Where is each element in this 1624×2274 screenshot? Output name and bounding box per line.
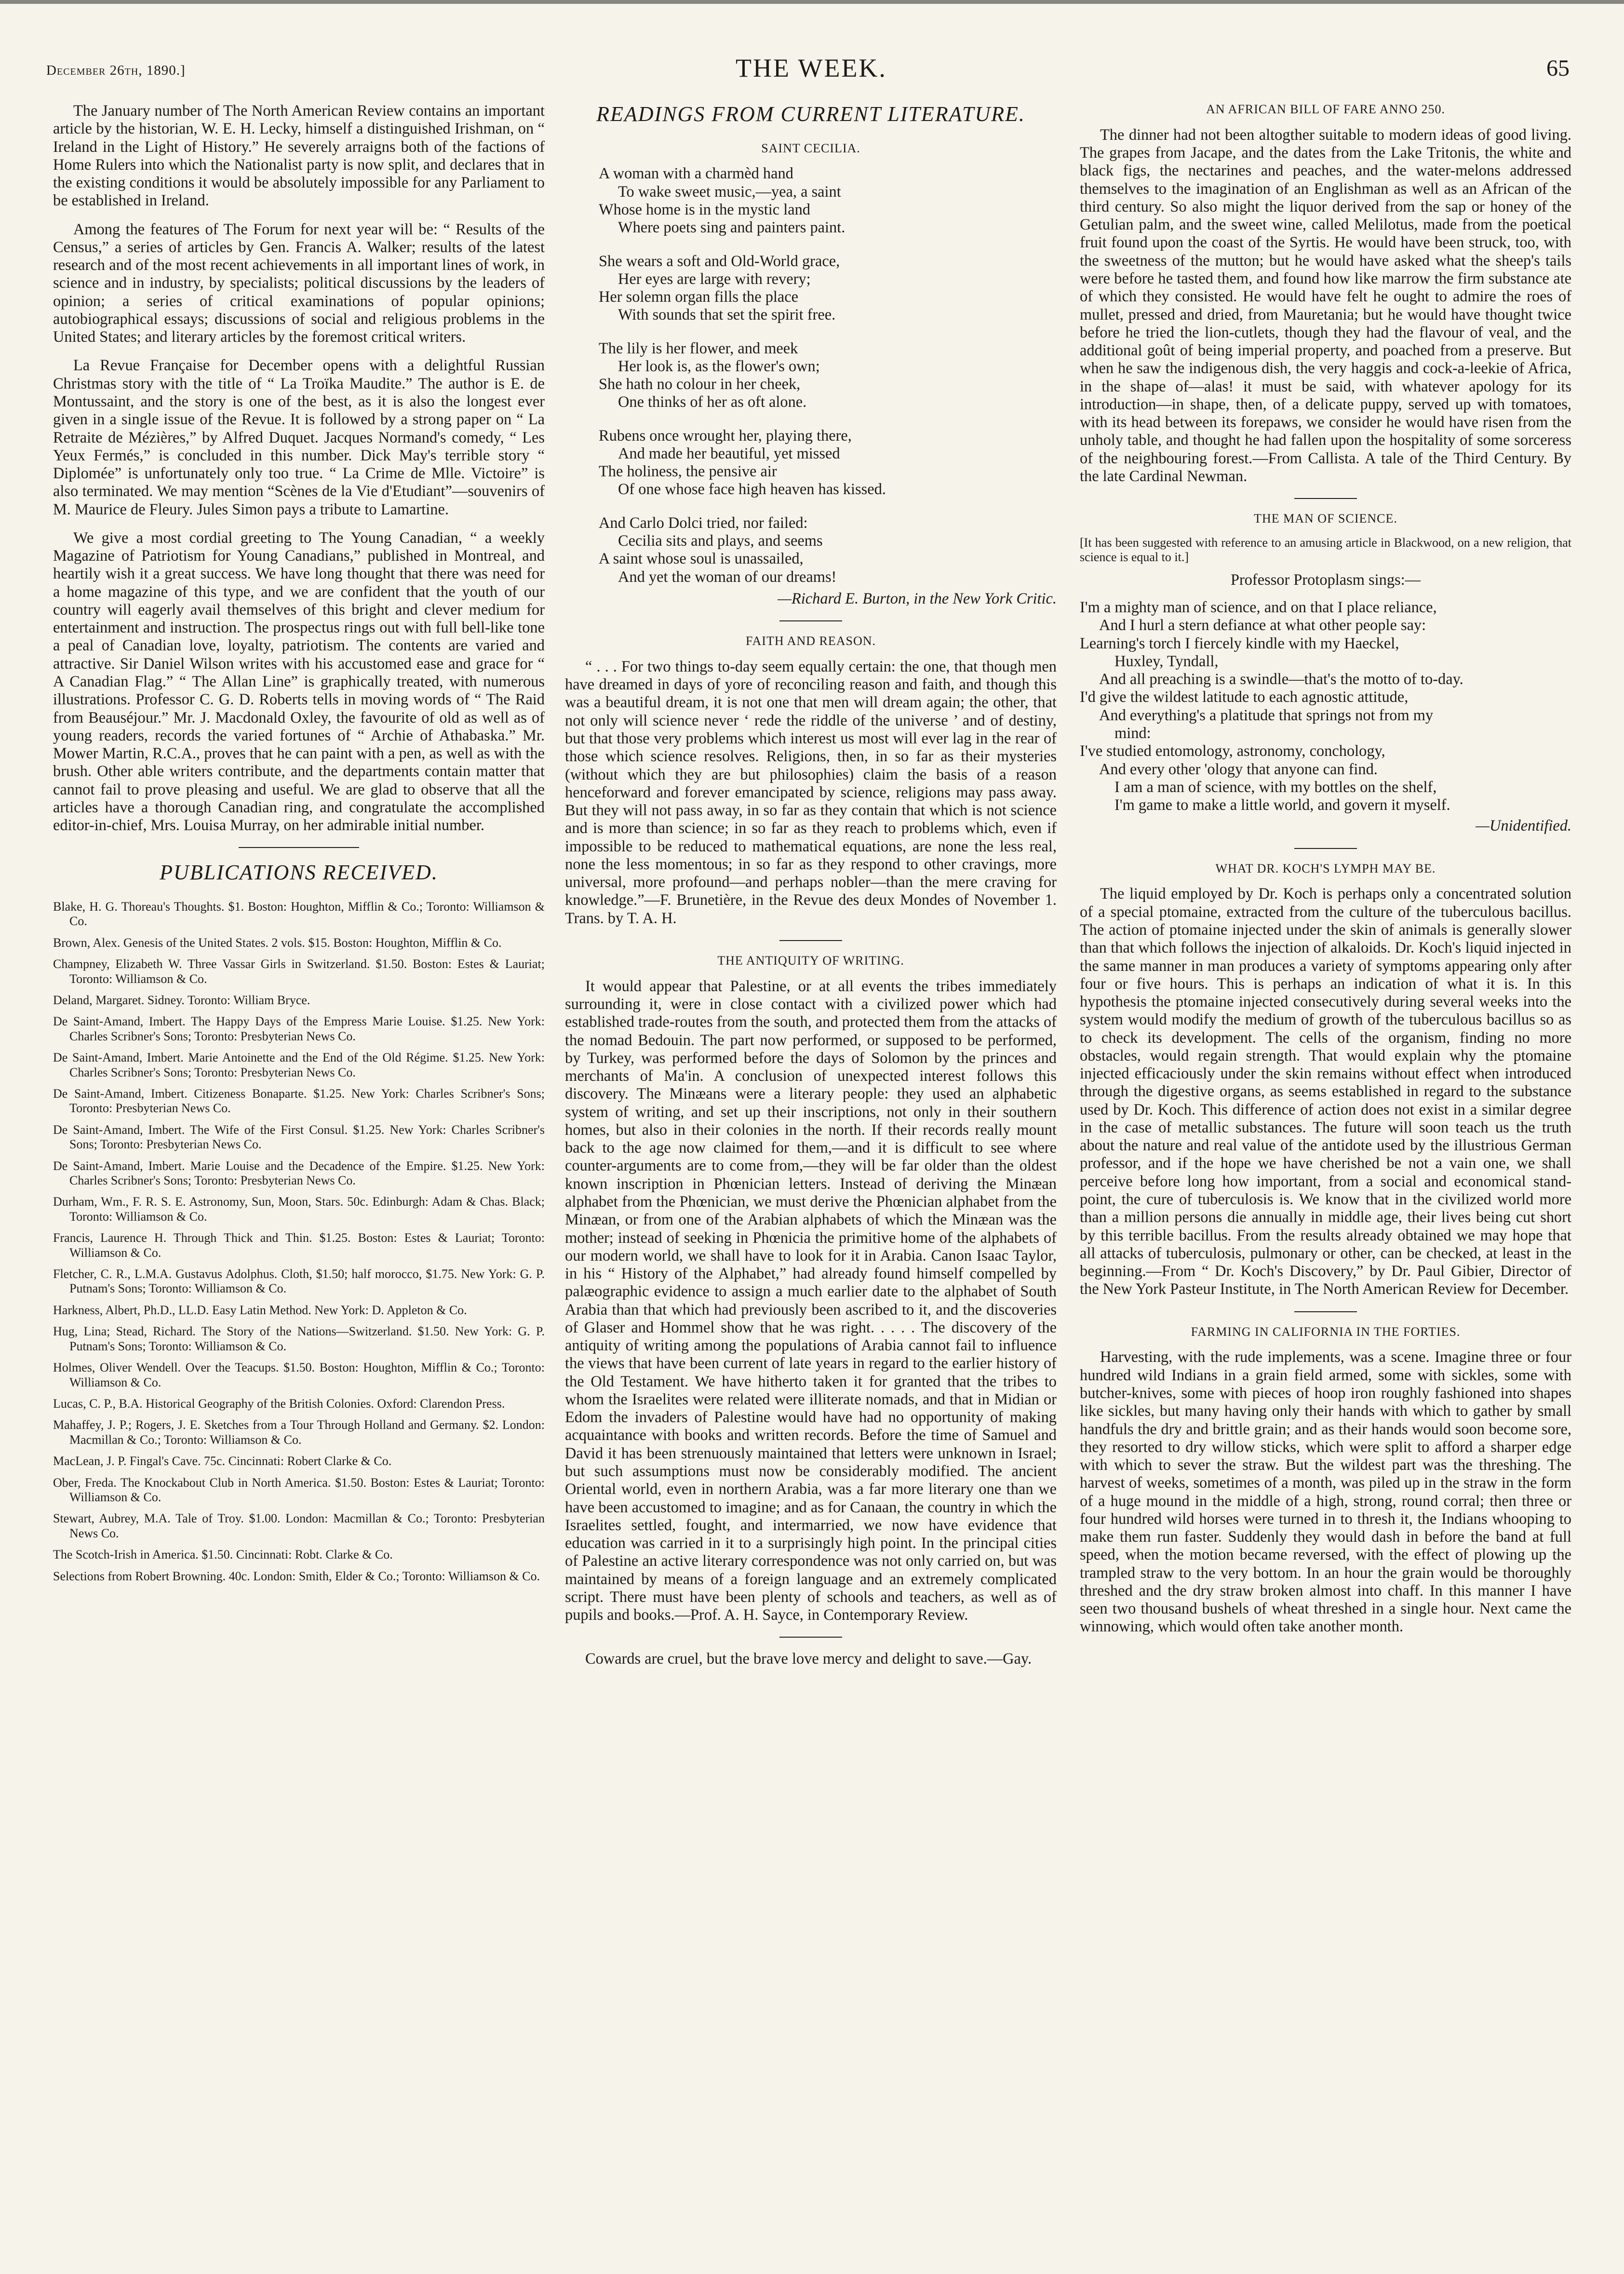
poem-line: Her eyes are large with revery; xyxy=(618,270,811,288)
publications-heading: PUBLICATIONS RECEIVED. xyxy=(160,861,438,885)
note-revue-francaise: La Revue Française for December opens with a delightful Russian Christmas story with the title of “ La Troïka Maudite.” The author is E. de Montussaint, and the story is one of the best, as it is also the longest ever given in a single issue of the Revue. It is followed by a strong paper on “ La Retraite de Mézières,” by Alfred Duquet. Jacques Normand's comedy, “ Les Yeux Fermés,” is concluded in this number. Dick May's terrible story “ Diplomée” is unfortunately only too true. “ La Crime de Mlle. Victoire” is also terminated. We may mention “Scènes de la Vie d'Etudiant”—souvenirs of M. Maurice de Fleury. Jules Simon pays a tribute to Lamartine. xyxy=(53,357,545,518)
poem-stanza xyxy=(599,253,1057,324)
man-of-science-poem xyxy=(1080,599,1571,814)
publication-entry: Hug, Lina; Stead, Richard. The Story of the Nations—Switzerland. $1.50. New York: G. P. Putnam's Sons; Toronto: Williamson & Co. xyxy=(53,1324,545,1353)
poem-line: I am a man of science, with my bottles on the shelf, xyxy=(1114,778,1437,796)
poem-line: A saint whose soul is unassailed, xyxy=(599,550,804,568)
poem-line: And yet the woman of our dreams! xyxy=(618,568,837,586)
page-header xyxy=(46,46,1624,80)
poem-line: The holiness, the pensive air xyxy=(599,463,777,481)
faith-reason-title: FAITH AND REASON. xyxy=(745,634,876,648)
poem-line: She hath no colour in her cheek, xyxy=(599,376,801,393)
page-number: 65 xyxy=(1546,55,1570,81)
man-of-science-note: [It has been suggested with reference to an amusing article in Blackwood, on a new religion, that science is equal to it.] xyxy=(1080,536,1571,564)
poem-stanza xyxy=(599,340,1057,412)
poem-title: SAINT CECILIA. xyxy=(761,141,860,155)
poem-line: Rubens once wrought her, playing there, xyxy=(599,427,852,444)
poem-line: And Carlo Dolci tried, nor failed: xyxy=(599,514,808,532)
publication-entry: Lucas, C. P., B.A. Historical Geography of the British Colonies. Oxford: Clarendon Press. xyxy=(53,1396,505,1411)
publication-entry: De Saint-Amand, Imbert. Citizeness Bonaparte. $1.25. New York: Charles Scribner's Sons; Toronto: Presbyterian News Co. xyxy=(53,1087,545,1116)
section-rule xyxy=(779,940,842,941)
bill-of-fare-text: The dinner had not been altogther suitable to modern ideas of good living. The grapes from Jacape, and the dates from the Lake Tritonis, the white and black figs, the nectarines and peaches, and the water-melons addressed themselves to the imagination of an Englishman as well as an African of the third century. So also might the liquor derived from the sap or honey of the Getulian palm, and the sweet wine, called Melilotus, made from the poetical fruit found upon the coast of the Syrtis. He would have been struck, too, with the sweetness of the mutton; but he would have asked what the sheep's tails were before he tasted them, and found how like marrow the firm substance ate of which they consisted. He would have felt he ought to admire the roes of mullet, pressed and dried, from Mauretania; but he would have thought twice before he tried the lion-cutlets, though they had the flavour of veal, and the additional goût of being imperial property, and poached from a preserve. But when he saw the indigenous dish, the very haggis and cock-a-leekie of Africa, in the shape of—alas! it must be said, with whatever apology for its introduction—in shape, then, of a delicate puppy, served up with tomatoes, with its head between its forepaws, we consider he would have risen from the unholy table, and thought he had fallen upon the hospitality of some sorceress of the neighbouring forest.—From Callista. A tale of the Third Century. By the late Cardinal Newman. xyxy=(1080,126,1571,485)
publication-entry: Holmes, Oliver Wendell. Over the Teacups. $1.50. Boston: Houghton, Mifflin & Co.; Toronto: Williamson & Co. xyxy=(53,1360,545,1389)
publication-entry: De Saint-Amand, Imbert. The Happy Days of the Empress Marie Louise. $1.25. New York: Charles Scribner's Sons; Toronto: Presbyterian News Co. xyxy=(53,1014,545,1043)
note-the-forum: Among the features of The Forum for next year will be: “ Results of the Census,” a series of articles by Gen. Francis A. Walker; results of the latest research and of the most recent achievements in all important lines of work, in science and in industry, by specialists; political discussions by the leaders of opinion; a series of critical examinations of popular opinions; autobiographical essays; discussions of social and religious problems in the United States; and literary articles by the foremost critical writers. xyxy=(53,220,545,346)
section-rule xyxy=(779,620,842,621)
poem-line: One thinks of her as oft alone. xyxy=(618,393,807,411)
poem-stanza xyxy=(599,514,1057,586)
note-north-american-review: The January number of The North American Review contains an important article by the historian, W. E. H. Lecky, himself a distinguished Irishman, on “ Ireland in the Light of History.” He severely arraigns both of the factions of Home Rulers into which the Nationalist party is now split, and declares that in the existing conditions it would be absolutely impossible for any Parliament to be established in Ireland. xyxy=(53,102,545,210)
poem-line: I'm game to make a little world, and govern it myself. xyxy=(1114,796,1450,814)
poem-line: Her look is, as the flower's own; xyxy=(618,357,820,375)
man-of-science-lead: Professor Protoplasm sings:— xyxy=(1230,571,1421,589)
publication-entry: Selections from Robert Browning. 40c. London: Smith, Elder & Co.; Toronto: Williamson & Co. xyxy=(53,1569,540,1583)
poem-line: And I hurl a stern defiance at what other people say: xyxy=(1099,617,1426,634)
koch-lymph-text: The liquid employed by Dr. Koch is perhaps only a concentrated solution of a special ptomaine, extracted from the culture of the tuberculous bacillus. The action of ptomaine injected under the skin of animals is generally slower than that which follows the injection of alkaloids. Dr. Koch's liquid injected in the same manner in man produces a variety of symptoms appearing only after four or five hours. This is perhaps an indication of what it is. In this hypothesis the ptomaine injected consecutively during several weeks into the system would modify the medium of growth of the tuberculous bacillus so as to check its development. The cells of the organism, finding no more obstacles, would regain strength. That would explain why the ptomaine injected efficaciously under the skin remains without effect when introduced through the digestive organs, as seems established in regard to the substance used by Dr. Koch. This difference of action does not exist in a similar degree in the case of metallic substances. The future will soon teach us the truth about the nature and real value of the antidote used by the illustrious German professor, and if the hope we have cherished be not a vain one, we shall perceive before long how important, from a social and economical stand-point, the cure of tuberculosis is. We know that in the civilized world more than a million persons die annually in middle age, their lives being cut short by this terrible bacillus. From the results already obtained we may hope that all attacks of tuberculosis, pulmonary or other, can be checked, at least in the beginning.—From “ Dr. Koch's Discovery,” by Dr. Paul Gibier, Director of the New York Pasteur Institute, in The North American Review for December. xyxy=(1080,885,1571,1298)
poem-line: I'm a mighty man of science, and on that I place reliance, xyxy=(1080,599,1437,617)
poem-credit: —Richard E. Burton, in the New York Critic. xyxy=(778,590,1057,607)
publication-entry: Brown, Alex. Genesis of the United States. 2 vols. $15. Boston: Houghton, Mifflin & Co. xyxy=(53,935,502,950)
section-rule xyxy=(779,1637,842,1638)
poem-line: She wears a soft and Old-World grace, xyxy=(599,252,840,270)
man-of-science-credit: —Unidentified. xyxy=(1476,817,1571,835)
issue-date: December 26th, 1890.] xyxy=(46,63,186,78)
poem-line: I'd give the wildest latitude to each agnostic attitude, xyxy=(1080,688,1409,706)
farming-california-text: Harvesting, with the rude implements, was a scene. Imagine three or four hundred wild Indians in a grain field armed, some with sickles, some with butcher-knives, some with pieces of hoop iron roughly fashioned into shapes like sickles, but many having only their hands with which to gather by small handfuls the dry and brittle grain; and as their hands would soon become sore, they resorted to dry willow sticks, which were split to afford a sharper edge with which to sever the straw. But the wildest part was the threshing. The harvest of weeks, sometimes of a month, was piled up in the straw in the form of a huge mound in the middle of a high, strong, round corral; then three or four hundred wild horses were turned in to thresh it, the Indians whooping to make them run faster. Suddenly they would dash in before the band at full speed, when the motion became reversed, with the effect of plowing up the trampled straw to the very bottom. In an hour the grain would be thoroughly threshed and the dry straw broken almost into chaff. In this manner I have seen two thousand bushels of wheat threshed in a single hour. Next came the winnowing, which would often take another month. xyxy=(1080,1348,1571,1636)
publication-entry: Durham, Wm., F. R. S. E. Astronomy, Sun, Moon, Stars. 50c. Edinburgh: Adam & Chas. Black; Toronto: Williamson & Co. xyxy=(53,1195,545,1224)
publications-list xyxy=(53,900,545,1584)
poem-line: A woman with a charmèd hand xyxy=(599,165,793,183)
publication-entry: Mahaffey, J. P.; Rogers, J. E. Sketches from a Tour Through Holland and Germany. $2. London: Macmillan & Co.; Toronto: Williamson & Co. xyxy=(53,1418,545,1447)
publication-entry: De Saint-Amand, Imbert. Marie Antoinette and the End of the Old Régime. $1.25. New York: Charles Scribner's Sons; Toronto: Presbyterian News Co. xyxy=(53,1050,545,1079)
poem-line: With sounds that set the spirit free. xyxy=(618,306,836,324)
poem-line: Where poets sing and painters paint. xyxy=(618,219,846,237)
poem-line: And everything's a platitude that springs not from my xyxy=(1099,706,1434,724)
faith-reason-text: “ . . . For two things to-day seem equally certain: the one, that though men have dreamed in days of yore of reconciling reason and faith, and though this was a beautiful dream, it is not one that men will dream again; the other, that not only will science never ‘ rede the riddle of the universe ’ and of destiny, but that those very problems which interest us most will ever lag in the rear of those which science resolves. Religions, then, in so far as their mysteries (without which they are but philosophies) claim the basis of a reason henceforward and forever emancipated by science, religions may pass away. But they will not pass away, in so far as they contain that which is not science and is more than science; in so far as they reach to problems which, even if impossible to be reduced to mathematical equations, are none the less real, none the less momentous; in so far as they respond to other cravings, more universal, more profound—and perhaps nobler—than the mere craving for knowledge.”—F. Brunetière, in the Revue des deux Mondes of November 1. Trans. by T. A. H. xyxy=(565,658,1057,927)
antiquity-writing-text: It would appear that Palestine, or at all events the tribes immediately surrounding it, were in close contact with a civilized power which had established trade-routes from the south, and protected them from the attacks of the nomad Bedouin. The part now performed, or supposed to be performed, by Turkey, was performed before the days of Solomon by the princes and merchants of Ma'in. A conclusion of unexpected interest follows this discovery. The Minæans were a literary people: they used an alphabetic system of writing, and set up their inscriptions, not only in their southern homes, but also in their colonies in the north. If their records really mount back to the age now claimed for them,—and it is difficult to see where counter-arguments are to come from,—they will be far older than the oldest known inscription in Phœnician letters. Instead of deriving the Minæan alphabet from the Phœnician, we must derive the Phœnician alphabet from the Minæan, or from one of the Arabian alphabets of which the Minæan was the mother; instead of seeking in Phœnicia the primitive home of the alphabets of our modern world, we shall have to look for it in Arabia. Canon Isaac Taylor, in his “ History of the Alphabet,” had already found himself compelled by palæographic evidence to assign a much earlier date to the alphabet of South Arabia than that which had previously been ascribed to it, and the discoveries of Glaser and Hommel show that he was right. . . . . The discovery of the antiquity of writing among the populations of Arabia cannot fail to influence the views that have been current of late years in regard to the earlier history of the Old Testament. We have hitherto taken it for granted that the tribes to whom the Israelites were related were illiterate nomads, and that in Midian or Edom the invaders of Palestine would have had no opportunity of making acquaintance with books and written records. Before the time of Samuel and David it has been strenuously maintained that letters were unknown in Israel; but such assumptions must now be considerably modified. The ancient Oriental world, even in northern Arabia, was a far more literary one than we have been accustomed to imagine; and as for Canaan, the country in which the Israelites settled, fought, and intermarried, we now have evidence that education was carried in it to a surprisingly high point. In the principal cities of Palestine an active literary correspondence was not only carried on, but was maintained by means of a foreign language and an extremely complicated script. There must have been plenty of schools and teachers, as well as of pupils and books.—Prof. A. H. Sayce, in Contemporary Review. xyxy=(565,977,1057,1624)
publication-entry: De Saint-Amand, Imbert. The Wife of the First Consul. $1.25. New York: Charles Scribner's Sons; Toronto: Presbyterian News Co. xyxy=(53,1122,545,1152)
cowards-quote: Cowards are cruel, but the brave love mercy and delight to save.—Gay. xyxy=(585,1650,1032,1668)
publication-entry: Blake, H. G. Thoreau's Thoughts. $1. Boston: Houghton, Mifflin & Co.; Toronto: Williamson & Co. xyxy=(53,899,545,928)
koch-lymph-title: WHAT DR. KOCH'S LYMPH MAY BE. xyxy=(1215,861,1436,875)
poem-line: Cecilia sits and plays, and seems xyxy=(618,532,823,550)
man-of-science-title: THE MAN OF SCIENCE. xyxy=(1254,511,1397,526)
poem-line: I've studied entomology, astronomy, conchology, xyxy=(1080,742,1385,760)
publication-entry: MacLean, J. P. Fingal's Cave. 75c. Cincinnati: Robert Clarke & Co. xyxy=(53,1454,392,1468)
publication-entry: Francis, Laurence H. Through Thick and Thin. $1.25. Boston: Estes & Lauriat; Toronto: Williamson & Co. xyxy=(53,1231,545,1260)
column-right xyxy=(1080,102,1571,2252)
publication-entry: De Saint-Amand, Imbert. Marie Louise and the Decadence of the Empire. $1.25. New York: Charles Scribner's Sons; Toronto: Presbyterian News Co. xyxy=(53,1158,545,1188)
publication-entry: Champney, Elizabeth W. Three Vassar Girls in Switzerland. $1.50. Boston: Estes & Lauriat; Toronto: Williamson & Co. xyxy=(53,957,545,986)
poem-line: And all preaching is a swindle—that's the motto of to-day. xyxy=(1099,671,1463,688)
poem-line: mind: xyxy=(1114,725,1151,742)
poem-line: And made her beautiful, yet missed xyxy=(618,444,840,462)
poem-line: Whose home is in the mystic land xyxy=(599,201,810,219)
publication-entry: Harkness, Albert, Ph.D., LL.D. Easy Latin Method. New York: D. Appleton & Co. xyxy=(53,1303,467,1317)
section-rule xyxy=(1294,498,1357,499)
antiquity-writing-title: THE ANTIQUITY OF WRITING. xyxy=(717,953,904,968)
poem-line: And every other 'ology that anyone can find. xyxy=(1099,760,1378,778)
publication-entry: Fletcher, C. R., L.M.A. Gustavus Adolphus. Cloth, $1.50; half morocco, $1.75. New York: G. P. Putnam's Sons; Toronto: Williamson & Co. xyxy=(53,1267,545,1296)
poem-line: Learning's torch I fiercely kindle with my Haeckel, xyxy=(1080,634,1399,652)
top-border xyxy=(0,0,1624,4)
poem-stanza xyxy=(599,165,1057,237)
column-middle xyxy=(565,102,1057,2252)
poem-line: To wake sweet music,—yea, a saint xyxy=(618,183,841,201)
section-rule xyxy=(1294,848,1357,849)
section-rule xyxy=(1294,1311,1357,1312)
poem-line: Huxley, Tyndall, xyxy=(1114,652,1219,670)
bill-of-fare-title: AN AFRICAN BILL OF FARE ANNO 250. xyxy=(1206,102,1445,116)
section-rule xyxy=(239,847,359,848)
publication-entry: Ober, Freda. The Knockabout Club in North America. $1.50. Boston: Estes & Lauriat; Toronto: Williamson & Co. xyxy=(53,1475,545,1504)
poem-line: The lily is her flower, and meek xyxy=(599,339,798,357)
publication-entry: Deland, Margaret. Sidney. Toronto: William Bryce. xyxy=(53,993,310,1007)
readings-heading: READINGS FROM CURRENT LITERATURE. xyxy=(596,102,1025,126)
publication-entry: Stewart, Aubrey, M.A. Tale of Troy. $1.00. London: Macmillan & Co.; Toronto: Presbyterian News Co. xyxy=(53,1511,545,1540)
publication-entry: The Scotch-Irish in America. $1.50. Cincinnati: Robt. Clarke & Co. xyxy=(53,1547,393,1562)
poem-line: Her solemn organ fills the place xyxy=(599,288,799,306)
note-young-canadian: We give a most cordial greeting to The Young Canadian, “ a weekly Magazine of Patriotism for Young Canadians,” published in Montreal, and heartily wish it a great success. We have long thought that there was need for a home magazine of this type, and we are confident that the youth of our country will eagerly avail themselves of this bright and clever medium for entertainment and instruction. The prospectus rings out with full bell-like tone a peal of Canadian love, loyalty, patriotism. The contents are varied and attractive. Sir Daniel Wilson writes with his accustomed ease and grace for “ A Canadian Flag.” “ The Allan Line” is graphically treated, with numerous illustrations. Professor C. G. D. Roberts tells in moving words of “ The Raid from Beauséjour.” Mr. J. Macdonald Oxley, the favourite of old as well as of young readers, records the varied fortunes of “ Archie of Athabaska.” Mr. Mower Martin, R.C.A., proves that he can paint with a pen, as well as with the brush. Other able writers contribute, and the departments contain matter that cannot fail to prove pleasing and useful. We are glad to observe that all the articles have a thorough Canadian ring, and congratulate the accomplished editor-in-chief, Mrs. Louisa Murray, on her admirable initial number. xyxy=(53,529,545,834)
poem-stanza xyxy=(599,427,1057,499)
farming-california-title: FARMING IN CALIFORNIA IN THE FORTIES. xyxy=(1191,1324,1461,1339)
masthead-title: THE WEEK. xyxy=(736,54,887,82)
poem-line: Of one whose face high heaven has kissed. xyxy=(618,481,886,498)
column-left xyxy=(53,102,545,2252)
